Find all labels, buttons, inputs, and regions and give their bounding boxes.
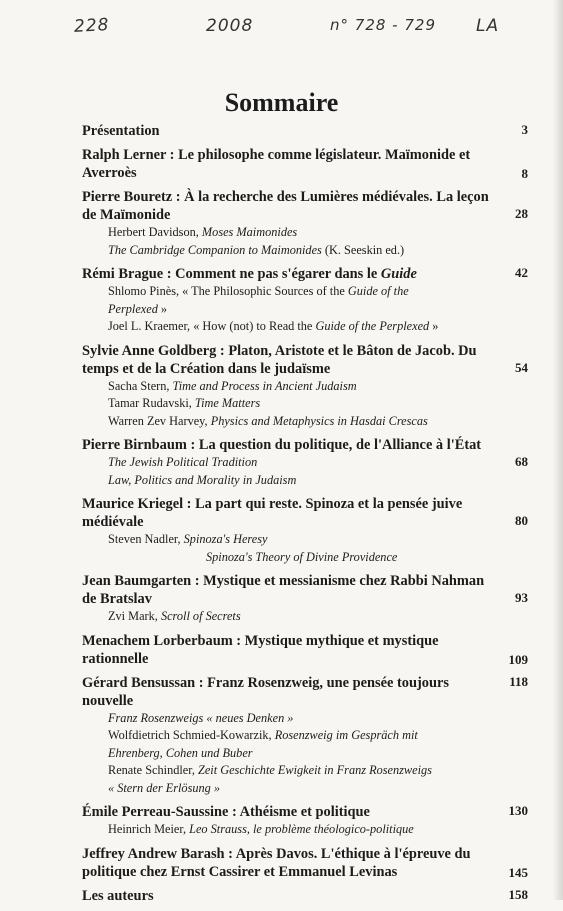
toc-page-number: 158 — [508, 886, 528, 902]
toc-entry-auteurs — [82, 887, 528, 905]
page-title: Sommaire — [224, 88, 339, 117]
toc-reviewed-work: Shlomo Pinès, « The Philosophic Sources of the Guide of the — [108, 284, 409, 298]
toc-entry-lerner — [82, 146, 528, 182]
toc-reviewed-work: Law, Politics and Morality in Judaism — [108, 472, 297, 487]
toc-reviewed-work: Warren Zev Harvey, Physics and Metaphysics in Hasdai Crescas — [108, 413, 428, 428]
toc-reviewed-work: Spinoza's Theory of Divine Providence — [206, 549, 398, 564]
toc-page-number: 28 — [515, 206, 528, 221]
toc-entry-birnbaum — [82, 436, 528, 489]
toc-entry-title: Jean Baumgarten : Mystique et messianisme chez Rabbi Nahman de Bratslav — [82, 573, 485, 607]
toc-reviewed-work: Sacha Stern, Time and Process in Ancient Judaism — [108, 378, 357, 393]
toc-reviewed-work: Ehrenberg, Cohen und Buber — [108, 745, 253, 760]
toc-entry-title: Pierre Birnbaum : La question du politique, de l'Alliance à l'État — [82, 437, 482, 453]
toc-entry-title: Sylvie Anne Goldberg : Platon, Aristote et le Bâton de Jacob. Du temps et de la Création dans le judaïsme — [82, 342, 477, 377]
toc-reviewed-work: The Cambridge Companion to Maimonides (K. Seeskin ed.) — [108, 242, 405, 257]
handwritten-note-3: n° 728 - 729 — [330, 16, 436, 34]
toc-entry-title: Menachem Lorberbaum : Mystique mythique et mystique rationnelle — [82, 632, 439, 667]
toc-entry-title: Rémi Brague : Comment ne pas s'égarer dans le Guide — [82, 266, 417, 282]
toc-entry-title: Gérard Bensussan : Franz Rosenzweig, une pensée toujours nouvelle — [82, 674, 449, 709]
toc-entry-title: Présentation — [82, 123, 160, 139]
toc-entry-bouretz — [82, 188, 528, 259]
toc-reviewed-work: Heinrich Meier, Leo Strauss, le problème théologico-politique — [108, 822, 414, 836]
handwritten-note-2: 2008 — [206, 16, 254, 36]
toc-reviewed-work: Perplexed » — [108, 301, 168, 316]
toc-entry-barash — [82, 845, 528, 881]
toc-reviewed-work: Zvi Mark, Scroll of Secrets — [108, 609, 241, 623]
toc-entry-title: Maurice Kriegel : La part qui reste. Spinoza et la pensée juive médiévale — [82, 496, 463, 530]
table-of-contents — [82, 122, 528, 911]
toc-entry-title: Les auteurs — [82, 887, 154, 904]
toc-page-number: 145 — [508, 864, 528, 880]
toc-page-number: 93 — [515, 590, 528, 605]
toc-page-number: 54 — [515, 359, 528, 375]
toc-entry-brague — [82, 265, 528, 336]
toc-page-number: 80 — [515, 513, 528, 528]
toc-entry-baumgarten — [82, 572, 528, 626]
toc-reviewed-work: Herbert Davidson, Moses Maimonides — [108, 225, 298, 239]
toc-entry-title: Jeffrey Andrew Barash : Après Davos. L'éthique à l'épreuve du politique chez Ernst Cassirer et Emmanuel Levinas — [82, 845, 471, 880]
toc-page-number: 42 — [515, 265, 528, 280]
handwritten-note-4: LA — [476, 16, 500, 36]
handwritten-note-1: 228 — [73, 15, 110, 37]
toc-reviewed-work: « Stern der Erlösung » — [108, 780, 221, 795]
toc-reviewed-work: Wolfdietrich Schmied-Kowarzik, Rosenzweig im Gespräch mit — [108, 728, 418, 742]
toc-page-number: 118 — [509, 673, 528, 689]
toc-reviewed-work: Franz Rosenzweigs « neues Denken » — [108, 710, 294, 725]
toc-reviewed-work: Renate Schindler, Zeit Geschichte Ewigkeit in Franz Rosenzweigs — [108, 763, 432, 777]
toc-entry-lorberbaum — [82, 632, 528, 668]
toc-entry-presentation — [82, 122, 528, 140]
toc-page-number: 68 — [515, 454, 528, 469]
toc-entry-title: Émile Perreau-Saussine : Athéisme et politique — [82, 804, 370, 820]
toc-reviewed-work: Tamar Rudavski, Time Matters — [108, 396, 261, 410]
toc-entry-bensussan — [82, 674, 528, 798]
toc-page-number: 130 — [508, 803, 528, 818]
page-spine-shadow — [553, 0, 563, 900]
toc-entry-kriegel — [82, 495, 528, 566]
toc-entry-title: Ralph Lerner : Le philosophe comme législateur. Maïmonide et Averroès — [82, 147, 471, 181]
toc-reviewed-work: The Jewish Political Tradition — [108, 455, 258, 469]
toc-reviewed-work: Joel L. Kraemer, « How (not) to Read the Guide of the Perplexed » — [108, 319, 439, 333]
toc-entry-title: Pierre Bouretz : À la recherche des Lumières médiévales. La leçon de Maïmonide — [82, 189, 489, 223]
toc-page-number: 8 — [521, 166, 528, 181]
toc-page-number: 3 — [521, 122, 528, 137]
toc-entry-goldberg — [82, 342, 528, 431]
toc-reviewed-work: Steven Nadler, Spinoza's Heresy — [108, 532, 268, 546]
toc-page-number: 109 — [508, 651, 528, 667]
toc-entry-perreau-saussine — [82, 803, 528, 839]
